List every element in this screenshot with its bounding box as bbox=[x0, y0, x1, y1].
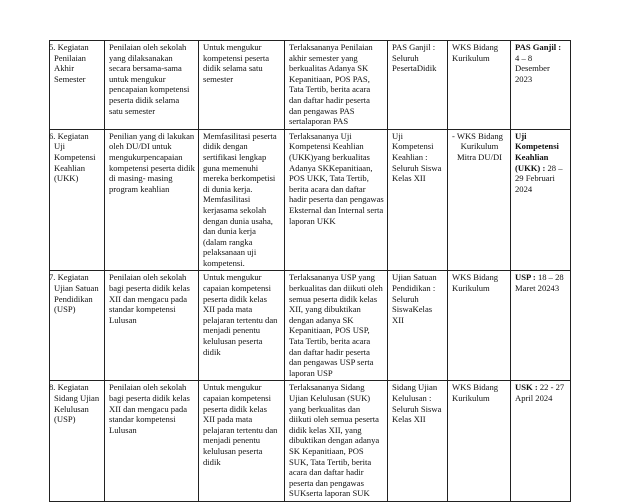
table-row bbox=[50, 381, 571, 502]
pic-cell: WKS Bidang Kurikulum bbox=[448, 41, 511, 130]
description-cell: Penilian yang di lakukan oleh DU/DI untuk mengukurpencapaian kompetensi peserta didik di masing- masing program keahlian bbox=[105, 129, 199, 271]
schedule-value: 28 – 29 Februari 2024 bbox=[515, 162, 563, 194]
implementation-cell: Terlaksananya USP yang berkualitas dan diikuti oleh semua peserta didik kelas XII, yang dibuktikan dengan adanya SK Kepanitiaan, POS USP, Tata Tertib, berita acara dan daftar hadir peserta dan pengawas USP serta laporan USP bbox=[285, 271, 388, 381]
schedule-value: 18 – 28 Maret 20243 bbox=[515, 272, 564, 294]
schedule-label: Uji Kompetensi Keahlian (UKK) : bbox=[515, 130, 559, 173]
table-row bbox=[50, 129, 571, 271]
schedule-cell bbox=[511, 381, 571, 502]
schedule-label: PAS Ganjil : bbox=[515, 42, 562, 52]
implementation-cell: Terlaksananya Uji Kompetensi Keahlian (UKK)yang berkualitas Adanya SKKepanitiaan, POS UKK, Tata Tertib, berita acara dan daftar hadir peserta dan pengawas Eksternal dan Internal serta laporan UKK bbox=[285, 129, 388, 271]
pic-line: Kurikulum bbox=[460, 141, 499, 152]
implementation-cell: Terlaksananya Sidang Ujian Kelulusan (SUK) yang berkualitas dan diikuti oleh semua peserta didik kelas XII, yang dibuktikan dengan adanya SK Kepanitiaan, POS SUK, Tata Tertib, berita acara dan daftar hadir peserta dan pengawas SUKserta laporan SUK bbox=[285, 381, 388, 502]
table-row bbox=[50, 41, 571, 130]
purpose-cell: Untuk mengukur kompetensi peserta didik selama satu semester bbox=[199, 41, 285, 130]
pic-line: - WKS Bidang bbox=[452, 130, 503, 141]
implementation-cell: Terlaksananya Penilaian akhir semester yang berkualitas Adanya SK Kepanitiaan, POS PAS, Tata Tertib, berita acara dan daftar hadir peserta dan pengawas PAS sertalaporan PAS bbox=[285, 41, 388, 130]
indicator-cell: Uji Kompetensi Keahlian : Seluruh Siswa Kelas XII bbox=[388, 129, 448, 271]
schedule-value: 22 - 27 April 2024 bbox=[515, 382, 565, 403]
table-row bbox=[50, 271, 571, 381]
indicator-cell: PAS Ganjil : Seluruh PesertaDidik bbox=[388, 41, 448, 130]
schedule-cell bbox=[511, 41, 571, 130]
schedule-cell bbox=[511, 129, 571, 271]
indicator-cell: Sidang Ujian Kelulusan : Seluruh Siswa Kelas XII bbox=[388, 381, 448, 502]
schedule-label: USP : bbox=[515, 272, 536, 283]
activity-cell: 7. Kegiatan Ujian Satuan Pendidikan (USP) bbox=[50, 271, 105, 381]
activity-cell: 8. Kegiatan Sidang Ujian Kelulusan (USP) bbox=[50, 381, 105, 502]
schedule-label: USK : bbox=[515, 382, 538, 393]
activity-cell: 6. Kegiatan Uji Kompetensi Keahlian (UKK) bbox=[50, 129, 105, 271]
description-cell: Penilaian oleh sekolah bagi peserta didik kelas XII dan mengacu pada standar kompetensi Lulusan bbox=[105, 271, 199, 381]
pic-cell: WKS Bidang Kurikulum bbox=[448, 381, 511, 502]
indicator-cell: Ujian Satuan Pendidikan : Seluruh SiswaKelas XII bbox=[388, 271, 448, 381]
purpose-cell: Untuk mengukur capaian kompetensi peserta didik kelas XII pada mata pelajaran tertentu dan menjadi penentu kelulusan peserta didik bbox=[199, 381, 285, 502]
pic-cell bbox=[448, 129, 511, 271]
activity-cell: 5. Kegiatan Penilaian Akhir Semester bbox=[50, 41, 105, 130]
schedule-table bbox=[49, 40, 571, 502]
description-cell: Penilaian oleh sekolah yang dilaksanakan secara bersama-sama untuk mengukur pencapaian kompetensi peserta didik selama satu semester bbox=[105, 41, 199, 130]
pic-cell: WKS Bidang Kurikulum bbox=[448, 271, 511, 381]
purpose-cell: Memfasilitasi peserta didik dengan sertifikasi lengkap guna memenuhi mereka berkompetisi di dunia kerja. Memfasilitasi kerjasama sekolah dengan dunia usaha, dan dunia kerja (dalam rangka pelaksanaan uji kompetensi. bbox=[199, 129, 285, 271]
schedule-cell bbox=[511, 271, 571, 381]
pic-line: Mitra DU/DI bbox=[456, 151, 503, 162]
purpose-cell: Untuk mengukur capaian kompetensi peserta didik kelas XII pada mata pelajaran tertentu dan menjadi penentu kelulusan peserta didik bbox=[199, 271, 285, 381]
schedule-value: 4 – 8 Desember 2023 bbox=[515, 52, 550, 84]
description-cell: Penilaian oleh sekolah bagi peserta didik kelas XII dan mengacu pada standar kompetensi Lulusan bbox=[105, 381, 199, 502]
